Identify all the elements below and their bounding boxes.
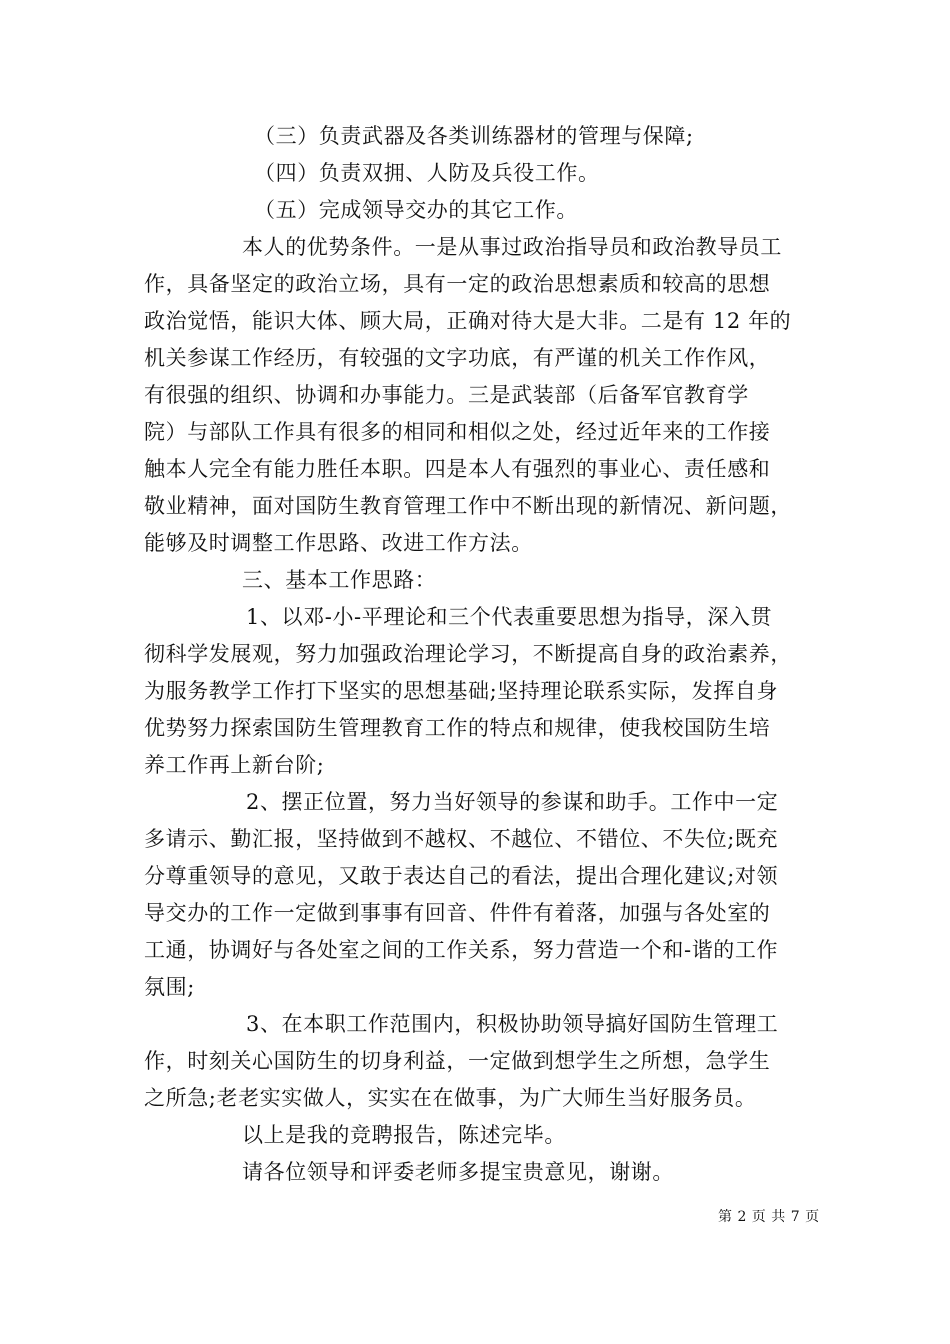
idea-2-line: 2、摆正位置，努力当好领导的参谋和助手。工作中一定 (246, 790, 779, 814)
idea-2-line: 工通，协调好与各处室之间的工作关系，努力营造一个和-谐的工作 (144, 938, 779, 962)
duty-item-4: （四）负责双拥、人防及兵役工作。 (254, 161, 600, 185)
idea-1-line: 养工作再上新台阶; (144, 753, 325, 777)
idea-2-line: 多请示、勤汇报，坚持做到不越权、不越位、不错位、不失位;既充 (144, 827, 779, 851)
section-heading: 三、基本工作思路： (242, 568, 437, 592)
duty-item-5: （五）完成领导交办的其它工作。 (254, 198, 578, 222)
advantages-paragraph-line: 本人的优势条件。一是从事过政治指导员和政治教导员工 (242, 235, 782, 259)
duty-item-3: （三）负责武器及各类训练器材的管理与保障; (254, 124, 694, 148)
advantages-paragraph-line: 敬业精神，面对国防生教育管理工作中不断出现的新情况、新问题， (144, 494, 792, 518)
idea-1-line: 优势努力探索国防生管理教育工作的特点和规律，使我校国防生培 (144, 716, 771, 740)
idea-2-line: 导交办的工作一定做到事事有回音、件件有着落，加强与各处室的 (144, 901, 771, 925)
advantages-paragraph-line: 机关参谋工作经历，有较强的文字功底，有严谨的机关工作作风， (144, 346, 771, 370)
advantages-paragraph-line: 触本人完全有能力胜任本职。四是本人有强烈的事业心、责任感和 (144, 457, 771, 481)
idea-3-line: 之所急;老老实实做人，实实在在做事，为广大师生当好服务员。 (144, 1086, 757, 1110)
idea-2-line: 分尊重领导的意见，又敢于表达自己的看法，提出合理化建议;对领 (144, 864, 779, 888)
idea-3-line: 3、在本职工作范围内，积极协助领导搞好国防生管理工 (246, 1012, 779, 1036)
advantages-paragraph-line: 作，具备坚定的政治立场，具有一定的政治思想素质和较高的思想 (144, 272, 771, 296)
document-body (144, 118, 810, 1191)
idea-1-line: 1、以邓-小-平理论和三个代表重要思想为指导，深入贯 (246, 605, 773, 629)
idea-1-line: 彻科学发展观，努力加强政治理论学习，不断提高自身的政治素养， (144, 642, 792, 666)
page-number: 第 2 页 共 7 页 (718, 1209, 820, 1225)
closing-line: 以上是我的竞聘报告，陈述完毕。 (242, 1123, 566, 1147)
advantages-paragraph-line: 院）与部队工作具有很多的相同和相似之处，经过近年来的工作接 (144, 420, 771, 444)
idea-2-line: 氛围; (144, 975, 195, 999)
advantages-paragraph-line: 能够及时调整工作思路、改进工作方法。 (144, 531, 533, 555)
idea-1-line: 为服务教学工作打下坚实的思想基础;坚持理论联系实际，发挥自身 (144, 679, 779, 703)
closing-thanks-line: 请各位领导和评委老师多提宝贵意见，谢谢。 (242, 1160, 674, 1184)
advantages-paragraph-line: 政治觉悟，能识大体、顾大局，正确对待大是大非。二是有 12 年的 (144, 309, 792, 333)
idea-3-line: 作，时刻关心国防生的切身利益，一定做到想学生之所想，急学生 (144, 1049, 771, 1073)
advantages-paragraph-line: 有很强的组织、协调和办事能力。三是武装部（后备军官教育学 (144, 383, 749, 407)
